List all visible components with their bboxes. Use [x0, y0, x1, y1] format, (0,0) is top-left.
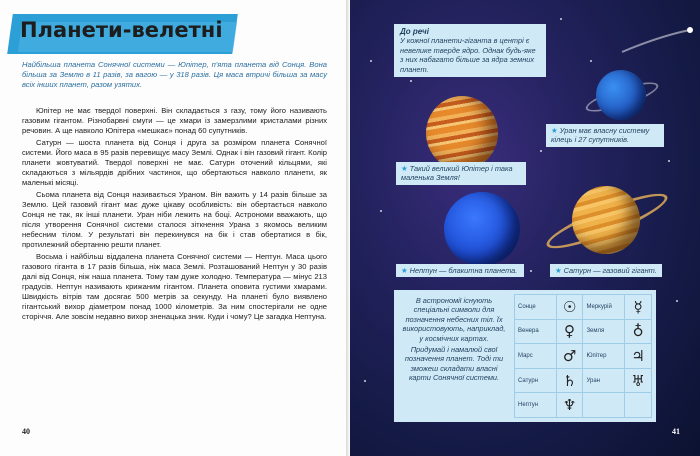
paragraph-neptune: Восьма і найбільш віддалена планета Сонячної системи — Нептун. Маса цього газового гіганта в 17 разів більша, ніж маса Землі. Розташований Нептун у 30 разів далі від Сонця, ніж наша планета. Тому там дуже холодно. Температура — мінус 213 градусів. Нептун називають крижаним гігантом. Планета оповита густими хмарами. Швидкість вітрів там досягає 500 метрів за секунду. На планеті було виявлено гігантський вихор діаметром понад 1000 кілометрів. За ним спостерігали не одне сторіччя. Але зовсім недавно вихор зненацька зник. Куди і чому? Це загадка Нептуна. [22, 252, 327, 321]
paragraph-jupiter: Юпітер не має твердої поверхні. Він складається з газу, тому його називають газовим гігантом. Різнобарвні смуги — це хмари із замерзлими кристалами різних речовин. А ще навколо Юпітера «мешкає» понад 60 супутників. [22, 106, 327, 135]
left-page [0, 0, 348, 456]
jupiter-symbol-icon: ♃ [625, 344, 652, 369]
page-number-left: 40 [22, 427, 30, 436]
sun-symbol-icon: ☉ [556, 295, 583, 320]
did-you-know-box [394, 24, 546, 77]
page-title: Планети-велетні [20, 18, 223, 42]
table-row: Сонце ☉ Меркурій ☿ [515, 295, 652, 320]
star-icon: ★ [401, 266, 408, 275]
did-you-know-text: У кожної планети-гіганта в центрі є невелике тверде ядро. Однак будь-яке з них набагато більше за ядра земних планет. [400, 36, 536, 74]
saturn-symbol-icon: ♄ [556, 368, 583, 393]
table-row: Венера ♀ Земля ♁ [515, 319, 652, 344]
star-icon: ★ [551, 126, 558, 135]
star-icon: ★ [401, 164, 408, 173]
caption-uranus: ★ Уран має власну систему кілець і 27 супутників. [546, 124, 664, 147]
comet-icon [620, 24, 700, 54]
paragraph-saturn: Сатурн — шоста планета від Сонця і друга за розміром планета Сонячної системи. Його маса в 95 разів перевищує масу Землі. Однак і він газовий гігант. Колір планети жовтуватий. Твердої поверхні не має. Сатурн оточений кільцями, які складаються з мільярдів дрібних частинок, що обертаються навколо планети, як маленькі місяці. [22, 138, 327, 187]
table-row: Марс ♂ Юпітер ♃ [515, 344, 652, 369]
uranus-symbol-icon: ♅ [625, 368, 652, 393]
symbols-table [514, 294, 652, 418]
neptune-symbol-icon: ♆ [556, 393, 583, 418]
saturn-planet-image [572, 186, 640, 254]
venus-symbol-icon: ♀ [556, 319, 583, 344]
paragraph-uranus: Сьома планета від Сонця називається Ураном. Він важить у 14 разів більше за Землю. Цей газовий гігант має дуже цікаву особливість: він обертається навколо Сонця не так, як інші планети. Уран ніби лежить на боці. Астрономи вважають, що після утворення Сонячної системи сталося зіткнення Урана з якомось великим небесним тілом. У результаті він перекинувся на бік і став обертатися в бік, протилежний обертанню решти планет. [22, 190, 327, 249]
earth-symbol-icon: ♁ [625, 319, 652, 344]
astronomy-symbols-box [394, 290, 656, 422]
symbols-explanation: В астрономії існують спеціальні символи для позначення небесних тіл. Їх використовують, наприклад, у космічних картах. Придумай і намалюй свої позначення планет. Тоді ти зможеш складати власні карти Сонячної системи. [402, 296, 506, 383]
caption-neptune: ★ Нептун — блакитна планета. [396, 264, 524, 277]
jupiter-planet-image [426, 96, 498, 170]
page-number-right: 41 [672, 427, 680, 436]
table-row: Сатурн ♄ Уран ♅ [515, 368, 652, 393]
table-row: Нептун ♆ [515, 393, 652, 418]
right-page [350, 0, 700, 456]
mercury-symbol-icon: ☿ [625, 295, 652, 320]
empty-symbol-cell [625, 393, 652, 418]
lead-paragraph: Найбільша планета Сонячної системи — Юпітер, п'ята планета від Сонця. Вона більша за Землю в 11 разів, за вагою — у 318 разів. Ця маса втричі більша за масу всіх інших планет, разом узятих. [22, 60, 327, 89]
neptune-planet-image [444, 192, 520, 266]
star-icon: ★ [555, 266, 562, 275]
uranus-planet-image [596, 70, 646, 120]
did-you-know-header: До речі [400, 27, 429, 36]
caption-jupiter: ★ Такий великий Юпітер і така маленька Земля! [396, 162, 526, 185]
caption-saturn: ★ Сатурн — газовий гігант. [550, 264, 662, 277]
mars-symbol-icon: ♂ [556, 344, 583, 369]
body-text [22, 106, 327, 324]
